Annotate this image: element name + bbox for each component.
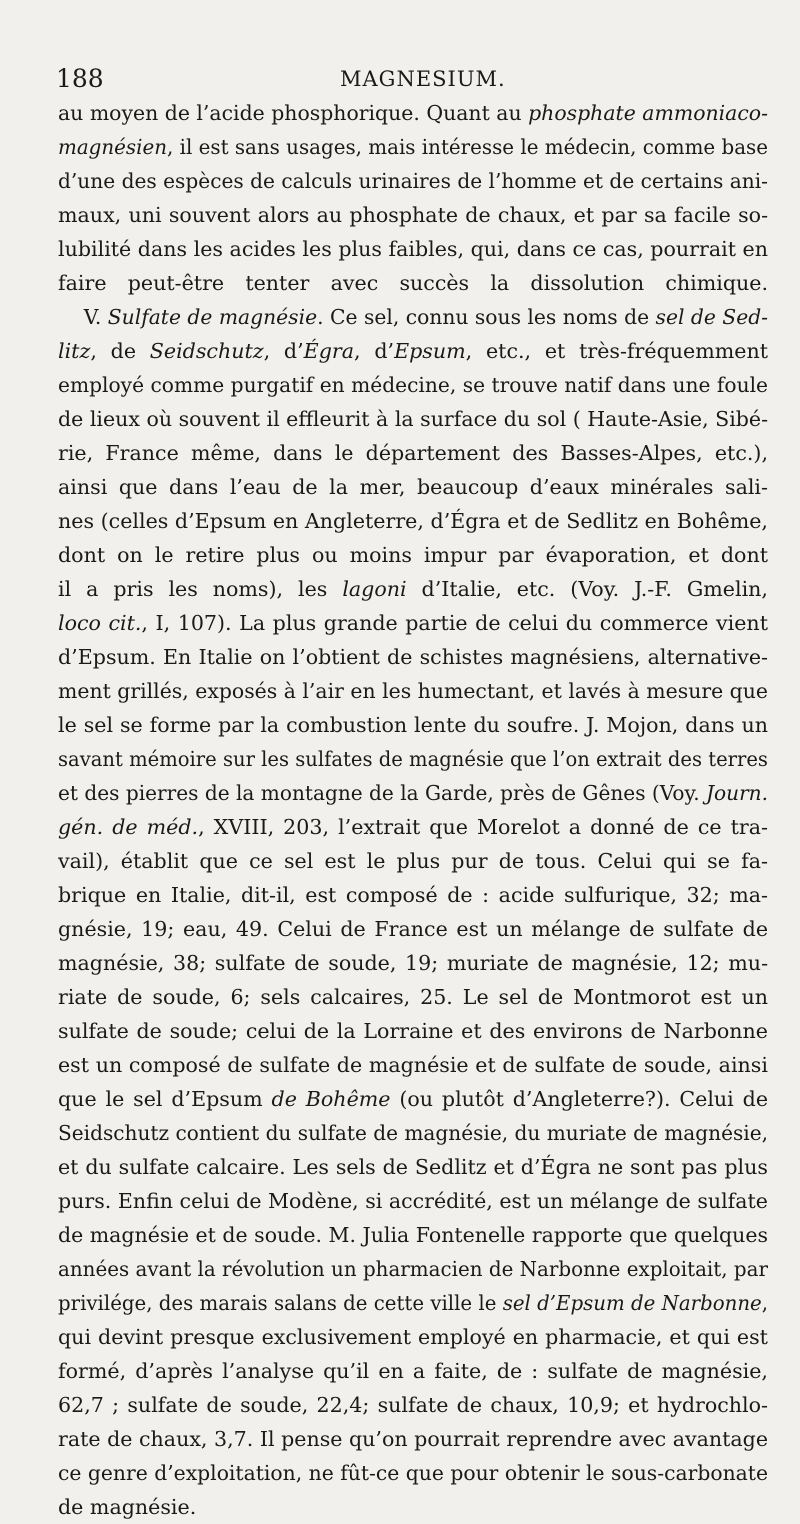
text-line xyxy=(58,1388,768,1422)
text-run: , d’ xyxy=(354,339,395,363)
text-run: est un composé de sulfate de magnésie et de sulfate de soude, ainsi xyxy=(58,1053,768,1077)
text-run: de magnésie. xyxy=(58,1495,197,1519)
text-line-content xyxy=(58,810,768,844)
text-line xyxy=(58,1116,768,1150)
text-run: années avant la révolution un pharmacien de Narbonne exploitait, par xyxy=(58,1257,768,1281)
text-run: rate de chaux, 3,7. Il pense qu’on pourrait reprendre avec avantage xyxy=(58,1427,768,1451)
text-run: riate de soude, 6; sels calcaires, 25. Le sel de Montmorot est un xyxy=(58,985,768,1009)
text-line xyxy=(58,402,768,436)
text-run: formé, d’après l’analyse qu’il en a faite, de : sulfate de magnésie, xyxy=(58,1359,768,1383)
text-line-content xyxy=(58,1422,768,1456)
text-line-content xyxy=(58,1082,768,1116)
text-run: lubilité dans les acides les plus faibles, qui, dans ce cas, pourrait en xyxy=(58,237,768,261)
italic-text: sel de Sed- xyxy=(655,305,768,329)
text-run: au moyen de l’acide phosphorique. Quant au xyxy=(58,101,529,125)
text-run: que le sel d’Epsum xyxy=(58,1087,272,1111)
text-run: et des pierres de la montagne de la Garde, près de Gênes (Voy. xyxy=(58,781,706,805)
text-run: maux, uni souvent alors au phosphate de chaux, et par sa facile so- xyxy=(58,203,768,227)
text-line-content xyxy=(58,198,768,232)
text-run: 62,7 ; sulfate de soude, 22,4; sulfate de chaux, 10,9; et hydrochlo- xyxy=(58,1393,768,1417)
text-line xyxy=(58,742,768,776)
text-run: ainsi que dans l’eau de la mer, beaucoup d’eaux minérales sali- xyxy=(58,475,768,499)
text-run: employé comme purgatif en médecine, se trouve natif dans une foule xyxy=(58,373,768,397)
text-run: il a pris les noms), les xyxy=(58,577,343,601)
text-run: , de xyxy=(90,339,150,363)
text-line-content xyxy=(58,572,768,606)
text-line xyxy=(58,470,768,504)
text-line-content xyxy=(58,436,768,470)
text-line-content xyxy=(58,912,768,946)
text-line-content xyxy=(58,470,768,504)
italic-text: sel d’Epsum de Narbonne xyxy=(502,1291,762,1315)
text-run: magnésie, 38; sulfate de soude, 19; muriate de magnésie, 12; mu- xyxy=(58,951,768,975)
text-line xyxy=(58,1456,768,1490)
text-run: vail), établit que ce sel est le plus pur de tous. Celui qui se fa- xyxy=(58,849,768,873)
text-line xyxy=(58,436,768,470)
text-run: faire peut-être tenter avec succès la dissolution chimique. xyxy=(58,271,768,295)
text-run: d’Epsum. En Italie on l’obtient de schistes magnésiens, alternative- xyxy=(58,645,768,669)
text-run: (ou plutôt d’Angleterre?). Celui de xyxy=(390,1087,768,1111)
text-line-content xyxy=(58,1218,768,1252)
text-run: savant mémoire sur les sulfates de magnésie que l’on extrait des terres xyxy=(58,747,768,771)
text-line-content xyxy=(58,1354,768,1388)
italic-text: phosphate ammoniaco- xyxy=(528,101,768,125)
text-line-content xyxy=(58,946,768,980)
text-run: , d’ xyxy=(263,339,304,363)
italic-text: de Bohême xyxy=(271,1087,391,1111)
text-line-content xyxy=(58,368,768,402)
text-line-content xyxy=(58,742,768,776)
text-run: gnésie, 19; eau, 49. Celui de France est un mélange de sulfate de xyxy=(58,917,768,941)
italic-text: Epsum xyxy=(394,339,466,363)
text-line xyxy=(58,300,768,334)
text-run: , etc., et très-fréquemment xyxy=(465,339,768,363)
text-line xyxy=(58,708,768,742)
text-line-content xyxy=(58,1456,768,1490)
text-line-content xyxy=(58,266,768,300)
running-head: MAGNESIUM. xyxy=(340,67,506,91)
text-line-content xyxy=(58,538,768,572)
text-line xyxy=(58,232,768,266)
text-line xyxy=(58,266,768,300)
text-line xyxy=(58,504,768,538)
text-line xyxy=(58,1014,768,1048)
text-run: sulfate de soude; celui de la Lorraine et des environs de Narbonne xyxy=(58,1019,768,1043)
text-line xyxy=(58,368,768,402)
text-line xyxy=(58,1354,768,1388)
text-run: de magnésie et de soude. M. Julia Fontenelle rapporte que quelques xyxy=(58,1223,768,1247)
body-text xyxy=(58,96,768,1524)
text-line-content xyxy=(58,844,768,878)
text-line xyxy=(58,130,768,164)
text-line-content xyxy=(58,1116,768,1150)
text-run: rie, France même, dans le département des Basses-Alpes, etc.), xyxy=(58,441,768,465)
text-run: privilége, des marais salans de cette ville le xyxy=(58,1291,503,1315)
text-line xyxy=(58,1184,768,1218)
text-line xyxy=(58,1490,768,1524)
text-line-content xyxy=(58,130,768,164)
text-line xyxy=(58,1150,768,1184)
italic-text: Égra xyxy=(303,339,355,363)
text-line xyxy=(58,640,768,674)
text-line xyxy=(58,776,768,810)
text-line xyxy=(58,878,768,912)
text-line xyxy=(58,1082,768,1116)
text-run: . Ce sel, connu sous les noms de xyxy=(317,305,656,329)
text-line-content xyxy=(58,1150,768,1184)
text-run: d’une des espèces de calculs urinaires de l’homme et de certains ani- xyxy=(58,169,768,193)
text-line-content xyxy=(58,776,768,810)
text-line xyxy=(58,1218,768,1252)
text-line-content xyxy=(58,232,768,266)
text-line-content xyxy=(58,1252,768,1286)
text-run: purs. Enfin celui de Modène, si accrédité, est un mélange de sulfate xyxy=(58,1189,768,1213)
italic-text: litz xyxy=(58,339,91,363)
text-run: ment grillés, exposés à l’air en les humectant, et lavés à mesure que xyxy=(58,679,768,703)
text-run: Seidschutz contient du sulfate de magnésie, du muriate de magnésie, xyxy=(58,1121,768,1145)
text-line xyxy=(58,912,768,946)
text-line xyxy=(58,198,768,232)
italic-text: loco cit. xyxy=(58,611,142,635)
text-line xyxy=(58,164,768,198)
text-run: brique en Italie, dit-il, est composé de : acide sulfurique, 32; ma- xyxy=(58,883,768,907)
text-line-content xyxy=(58,300,768,334)
text-line xyxy=(58,96,768,130)
text-run: V. xyxy=(58,305,108,329)
page-number: 188 xyxy=(56,64,104,93)
text-run: ce genre d’exploitation, ne fût-ce que pour obtenir le sous-carbonate xyxy=(58,1461,768,1485)
text-line xyxy=(58,334,768,368)
text-run: le sel se forme par la combustion lente du soufre. J. Mojon, dans un xyxy=(58,713,768,737)
text-line xyxy=(58,980,768,1014)
text-run: , il est sans usages, mais intéresse le médecin, comme base xyxy=(166,135,768,159)
text-line xyxy=(58,1422,768,1456)
text-line-content xyxy=(58,164,768,198)
text-line xyxy=(58,1252,768,1286)
text-run: , XVIII, 203, l’extrait que Morelot a donné de ce tra- xyxy=(198,815,768,839)
text-line-content xyxy=(58,1320,768,1354)
text-line-content xyxy=(58,980,768,1014)
text-line-content xyxy=(58,96,768,130)
text-line xyxy=(58,572,768,606)
text-line xyxy=(58,674,768,708)
italic-text: gén. de méd. xyxy=(58,815,199,839)
text-line xyxy=(58,538,768,572)
text-line xyxy=(58,1320,768,1354)
text-line-content xyxy=(58,1184,768,1218)
text-run: dont on le retire plus ou moins impur par évaporation, et dont xyxy=(58,543,768,567)
italic-text: Journ. xyxy=(705,781,768,805)
text-line-content xyxy=(58,1286,768,1320)
text-line-content xyxy=(58,1388,768,1422)
italic-text: Seidschutz xyxy=(149,339,264,363)
text-run: de lieux où souvent il effleurit à la surface du sol ( Haute-Asie, Sibé- xyxy=(58,407,768,431)
text-line-content xyxy=(58,1048,768,1082)
text-line-content xyxy=(58,1490,196,1524)
text-run: , xyxy=(761,1291,768,1315)
italic-text: magnésien xyxy=(58,135,167,159)
italic-text: Sulfate de magnésie xyxy=(107,305,318,329)
text-line xyxy=(58,1286,768,1320)
text-line-content xyxy=(58,606,768,640)
text-line xyxy=(58,810,768,844)
text-line-content xyxy=(58,1014,768,1048)
text-line-content xyxy=(58,504,768,538)
text-line-content xyxy=(58,708,768,742)
text-run: nes (celles d’Epsum en Angleterre, d’Égra et de Sedlitz en Bohême, xyxy=(58,509,768,533)
text-run: d’Italie, etc. (Voy. J.-F. Gmelin, xyxy=(406,577,768,601)
italic-text: lagoni xyxy=(342,577,407,601)
text-run: et du sulfate calcaire. Les sels de Sedlitz et d’Égra ne sont pas plus xyxy=(58,1155,768,1179)
text-run: qui devint presque exclusivement employé en pharmacie, et qui est xyxy=(58,1325,768,1349)
text-line-content xyxy=(58,640,768,674)
text-line-content xyxy=(58,334,768,368)
text-line-content xyxy=(58,674,768,708)
text-line xyxy=(58,606,768,640)
text-line-content xyxy=(58,878,768,912)
text-line-content xyxy=(58,402,768,436)
text-run: , I, 107). La plus grande partie de celui du commerce vient xyxy=(141,611,768,635)
text-line xyxy=(58,844,768,878)
text-line xyxy=(58,1048,768,1082)
text-line xyxy=(58,946,768,980)
